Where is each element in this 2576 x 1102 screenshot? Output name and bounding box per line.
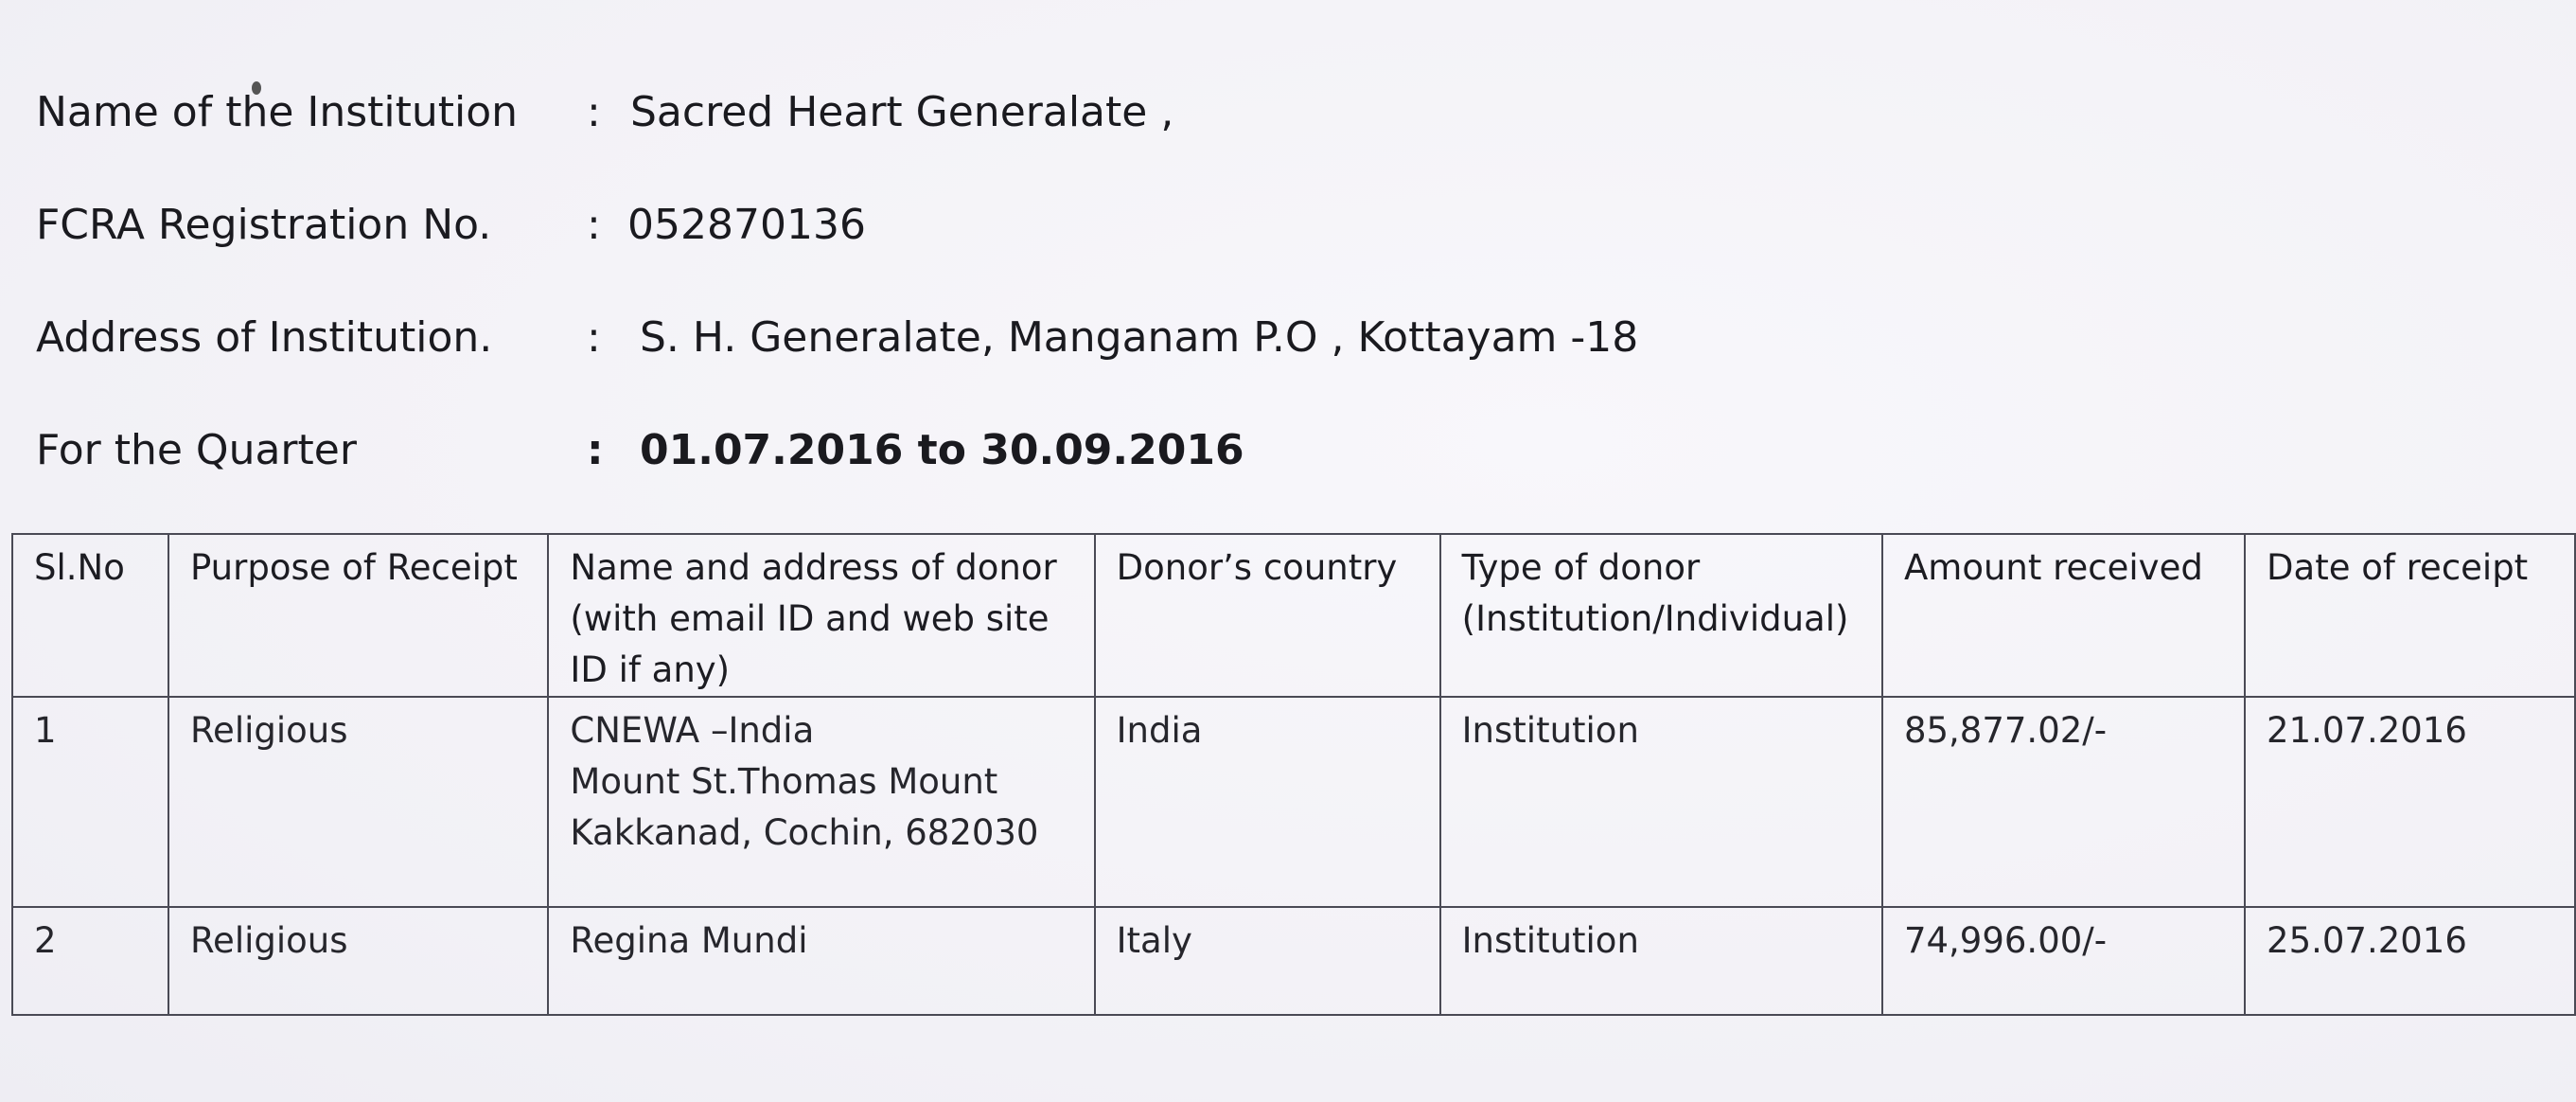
header-cell-purpose: Purpose of Receipt [168,534,548,697]
quarter-row [36,419,1244,480]
institution-name-label: Name of the Institution [36,87,519,136]
fcra-label: FCRA Registration No. [36,200,492,249]
separator-colon: : [587,312,601,362]
header-cell-donor-name-address: Name and address of donor (with email ID and web site ID if any) [548,534,1094,697]
address-value: S. H. Generalate, Manganam P.O , Kottayam -18 [640,312,1639,362]
cell-donor-country: Italy [1095,907,1440,1015]
table-header-row [12,534,2575,697]
fcra-row [36,194,866,255]
cell-donor-country: India [1095,697,1440,907]
separator-colon: : [587,87,601,136]
quarter-label: For the Quarter [36,425,357,474]
cell-sl-no: 1 [12,697,168,907]
cell-donor-name-address: Regina Mundi [548,907,1094,1015]
quarter-value: 01.07.2016 to 30.09.2016 [640,425,1244,474]
cell-sl-no: 2 [12,907,168,1015]
header-cell-sl-no: Sl.No [12,534,168,697]
table-row [12,697,2575,907]
cell-donor-type: Institution [1440,907,1882,1015]
fcra-value: 052870136 [627,200,866,249]
cell-amount-received: 74,996.00/- [1882,907,2245,1015]
separator-colon: : [587,425,604,474]
header-cell-donor-country: Donor’s country [1095,534,1440,697]
institution-name-value: Sacred Heart Generalate , [630,87,1174,136]
cell-date-of-receipt: 21.07.2016 [2245,697,2575,907]
cell-donor-name-address: CNEWA –India Mount St.Thomas Mount Kakkanad, Cochin, 682030 [548,697,1094,907]
cell-purpose: Religious [168,697,548,907]
receipts-table [11,533,2576,1016]
cell-purpose: Religious [168,907,548,1015]
institution-name-row [36,81,1174,142]
table-row [12,907,2575,1015]
cell-amount-received: 85,877.02/- [1882,697,2245,907]
header-cell-donor-type: Type of donor (Institution/Individual) [1440,534,1882,697]
header-cell-date-of-receipt: Date of receipt [2245,534,2575,697]
separator-colon: : [587,200,601,249]
header-cell-amount-received: Amount received [1882,534,2245,697]
address-label: Address of Institution. [36,312,493,362]
address-row [36,307,1639,367]
cell-date-of-receipt: 25.07.2016 [2245,907,2575,1015]
cell-donor-type: Institution [1440,697,1882,907]
